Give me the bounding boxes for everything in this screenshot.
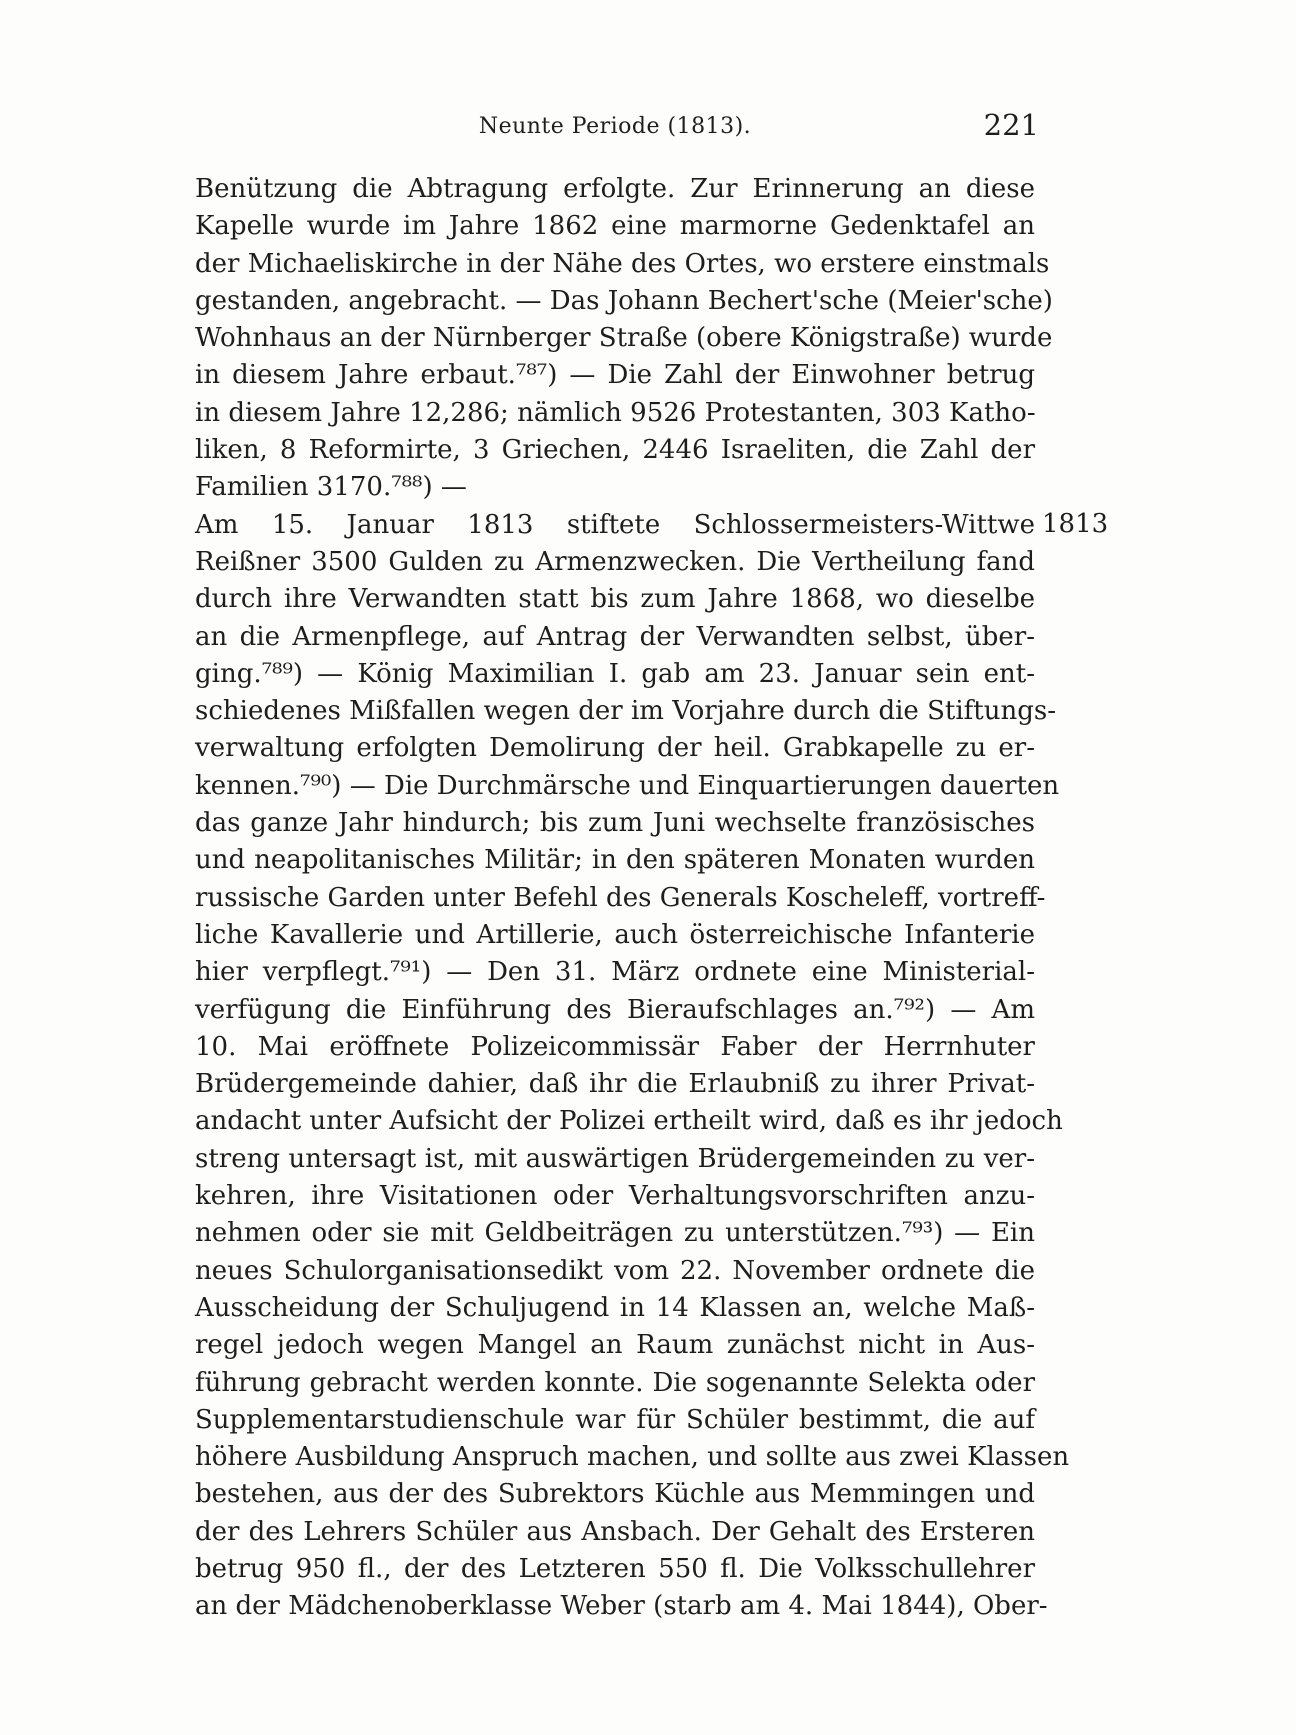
text-line: an der Mädchenoberklasse Weber (starb am 4. Mai 1844), Ober- — [195, 1591, 1048, 1622]
text-line: bestehen, aus der des Subrektors Küchle aus Memmingen und — [195, 1479, 1035, 1510]
text-line: hier verpflegt.⁷⁹¹) — Den 31. März ordnete eine Ministerial- — [195, 957, 1035, 988]
body-text — [195, 171, 1070, 1626]
margin-year-note: 1813 — [1042, 509, 1109, 539]
text-line: an die Armenpflege, auf Antrag der Verwandten selbst, über- — [195, 621, 1035, 652]
page-number: 221 — [983, 108, 1039, 142]
text-line: Supplementarstudienschule war für Schüler bestimmt, die auf — [195, 1404, 1035, 1435]
text-line: liken, 8 Reformirte, 3 Griechen, 2446 Israeliten, die Zahl der — [195, 435, 1035, 466]
running-head: Neunte Periode (1813). — [478, 114, 752, 139]
text-line: durch ihre Verwandten statt bis zum Jahre 1868, wo dieselbe — [195, 584, 1035, 615]
text-line: gestanden, angebracht. — Das Johann Bechert'sche (Meier'sche) — [195, 285, 1053, 316]
text-line: Am 15. Januar 1813 stiftete Schlossermeisters-Wittwe — [195, 509, 1035, 540]
text-line: verfügung die Einführung des Bieraufschlages an.⁷⁹²) — Am — [195, 994, 1035, 1025]
text-line: Benützung die Abtragung erfolgte. Zur Erinnerung an diese — [195, 174, 1035, 204]
text-line: russische Garden unter Befehl des Generals Koscheleff, vortreff- — [195, 882, 1046, 913]
text-line: regel jedoch wegen Mangel an Raum zunächst nicht in Aus- — [195, 1330, 1035, 1361]
text-line: liche Kavallerie und Artillerie, auch österreichische Infanterie — [195, 919, 1035, 950]
text-line: neues Schulorganisationsedikt vom 22. November ordnete die — [195, 1255, 1035, 1286]
text-line: 10. Mai eröffnete Polizeicommissär Faber der Herrnhuter — [195, 1031, 1035, 1062]
text-line: der Michaeliskirche in der Nähe des Ortes, wo erstere einstmals — [195, 248, 1050, 279]
text-line: ging.⁷⁸⁹) — König Maximilian I. gab am 23. Januar sein ent- — [195, 658, 1035, 689]
text-line: in diesem Jahre erbaut.⁷⁸⁷) — Die Zahl der Einwohner betrug — [195, 360, 1035, 391]
text-line: Reißner 3500 Gulden zu Armenzwecken. Die Vertheilung fand — [195, 546, 1035, 577]
text-line: kehren, ihre Visitationen oder Verhaltungsvorschriften anzu- — [195, 1181, 1035, 1212]
text-line: nehmen oder sie mit Geldbeiträgen zu unterstützen.⁷⁹³) — Ein — [195, 1218, 1035, 1249]
text-line: Familien 3170.⁷⁸⁸) — — [195, 472, 467, 503]
text-line: Ausscheidung der Schuljugend in 14 Klassen an, welche Maß- — [195, 1292, 1035, 1323]
text-line: das ganze Jahr hindurch; bis zum Juni wechselte französisches — [195, 808, 1035, 839]
text-line: kennen.⁷⁹⁰) — Die Durchmärsche und Einquartierungen dauerten — [195, 770, 1060, 801]
text-line: verwaltung erfolgten Demolirung der heil. Grabkapelle zu er- — [195, 733, 1035, 764]
text-line: andacht unter Aufsicht der Polizei ertheilt wird, daß es ihr jedoch — [195, 1106, 1063, 1137]
page-header — [195, 108, 1039, 148]
text-line: und neapolitanisches Militär; in den späteren Monaten wurden — [195, 845, 1035, 876]
text-line: Kapelle wurde im Jahre 1862 eine marmorne Gedenktafel an — [195, 211, 1035, 242]
text-line: streng untersagt ist, mit auswärtigen Brüdergemeinden zu ver- — [195, 1143, 1035, 1174]
text-line: Wohnhaus an der Nürnberger Straße (obere Königstraße) wurde — [195, 323, 1053, 354]
text-line: Brüdergemeinde dahier, daß ihr die Erlaubniß zu ihrer Privat- — [195, 1069, 1035, 1100]
text-line: höhere Ausbildung Anspruch machen, und sollte aus zwei Klassen — [195, 1442, 1070, 1473]
text-line: der des Lehrers Schüler aus Ansbach. Der Gehalt des Ersteren — [195, 1516, 1035, 1547]
text-line: betrug 950 fl., der des Letzteren 550 fl. Die Volksschullehrer — [195, 1553, 1035, 1584]
text-line: schiedenes Mißfallen wegen der im Vorjahre durch die Stiftungs- — [195, 696, 1056, 727]
text-line: in diesem Jahre 12,286; nämlich 9526 Protestanten, 303 Katho- — [195, 397, 1036, 428]
text-line: führung gebracht werden konnte. Die sogenannte Selekta oder — [195, 1367, 1035, 1398]
